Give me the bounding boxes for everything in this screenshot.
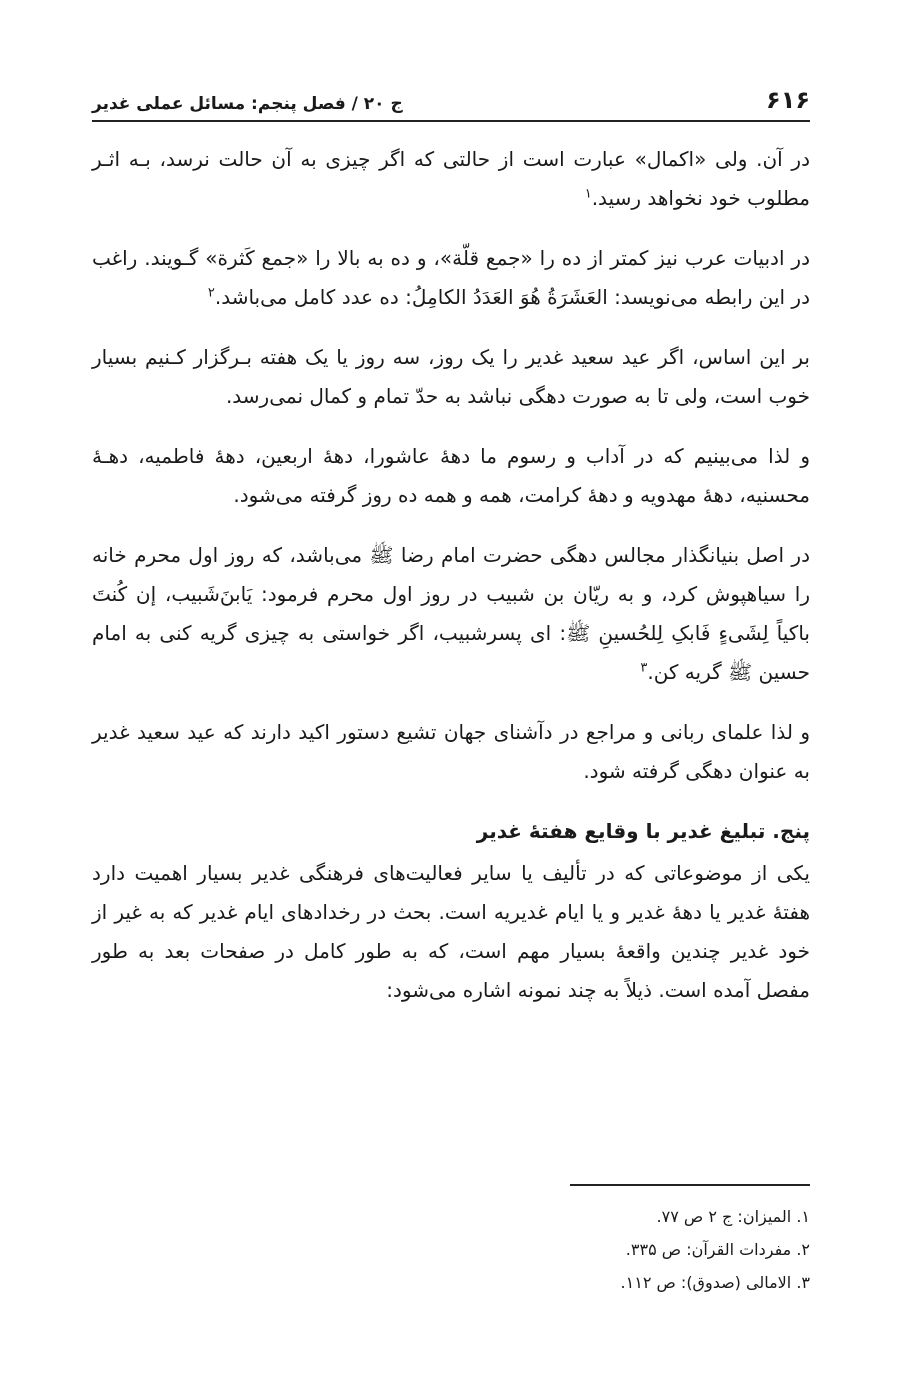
footnote-ref: ۱: [584, 186, 592, 202]
paragraph-text: و لذا می‌بینیم که در آداب و رسوم ما دههٔ عاشورا، دههٔ اربعین، دههٔ فاطمیه، دهـهٔ محسنیه، دههٔ مهدویه و دههٔ کرامت، همه و همه ده روز گرفته می‌شود.: [92, 444, 810, 507]
paragraph: [92, 536, 810, 692]
paragraph-text: بر این اساس، اگر عید سعید غدیر را یک روز، سه روز یا یک هفته بـرگزار کـنیم بسیار خوب است، ولی تا به صورت دهگی نباشد به حدّ تمام و کمال نمی‌رسد.: [92, 345, 810, 408]
footnote-item: ۱. المیزان: ج ۲ ص ۷۷.: [656, 1207, 810, 1226]
footnote-item: ۳. الامالی (صدوق): ص ۱۱۲.: [620, 1273, 810, 1292]
footnote-ref: ۲: [207, 285, 215, 301]
page-header: [92, 68, 810, 122]
paragraph-text: و لذا علمای ربانی و مراجع در دآشنای جهان تشیع دستور اکید دارند که عید سعید غدیر به عنوان دهگی گرفته شود.: [92, 720, 810, 783]
paragraph-text: در آن. ولی «اکمال» عبارت است از حالتی که اگر چیزی به آن حالت نرسد، بـه اثـر مطلوب خود نخواهد رسید.: [92, 147, 810, 210]
paragraph: [92, 713, 810, 791]
page-number: ۶۱۶: [766, 86, 810, 114]
paragraph-text: در ادبیات عرب نیز کمتر از ده را «جمع قلّة»، و ده به بالا را «جمع کَثرة» گـویند. راغب در این رابطه می‌نویسد: العَشَرَةُ هُوَ العَدَدُ الکامِلُ: ده عدد کامل می‌باشد.: [92, 246, 810, 309]
paragraph-text: در اصل بنیانگذار مجالس دهگی حضرت امام رضا ﷺ می‌باشد، که روز اول محرم خانه را سیاهپوش کرد، و به ریّان بن شبیب در روز اول محرم فرمود: یَابنَ‌شَبیب، إن کُنتَ باکیاً لِشَیءٍ فَابکِ لِلحُسینِ ﷺ: ای پسرشبیب، اگر خواستی به چیزی گریه کنی به امام حسین ﷺ گریه کن.: [92, 543, 810, 684]
paragraph: [92, 140, 810, 218]
footnote-ref: ۳: [640, 660, 648, 676]
running-title: ج ۲۰ / فصل پنجم: مسائل عملی غدیر: [92, 94, 403, 114]
paragraph: [92, 338, 810, 416]
book-page: [92, 0, 810, 1390]
paragraph: [92, 437, 810, 515]
paragraph: [92, 239, 810, 317]
footnotes: [92, 1200, 810, 1299]
footnote-item: ۲. مفردات القرآن: ص ۳۳۵.: [625, 1240, 810, 1259]
section-paragraph: یکی از موضوعاتی که در تألیف یا سایر فعالیت‌های فرهنگی غدیر بسیار اهمیت دارد هفتهٔ غدیر یا دههٔ غدیر و یا ایام غدیریه است. بحث در رخدادهای ایام غدیر که به غیر از خود غدیر چندین واقعهٔ بسیار مهم است، که به طور کامل در صفحات بعد به طور مفصل آمده است. ذیلاً به چند نمونه اشاره می‌شود:: [92, 861, 810, 1002]
footnote-divider: [570, 1184, 810, 1186]
section-heading: پنج. تبلیغ غدیر با وقایع هفتهٔ غدیر: [476, 819, 810, 843]
body-text: [92, 140, 810, 1031]
